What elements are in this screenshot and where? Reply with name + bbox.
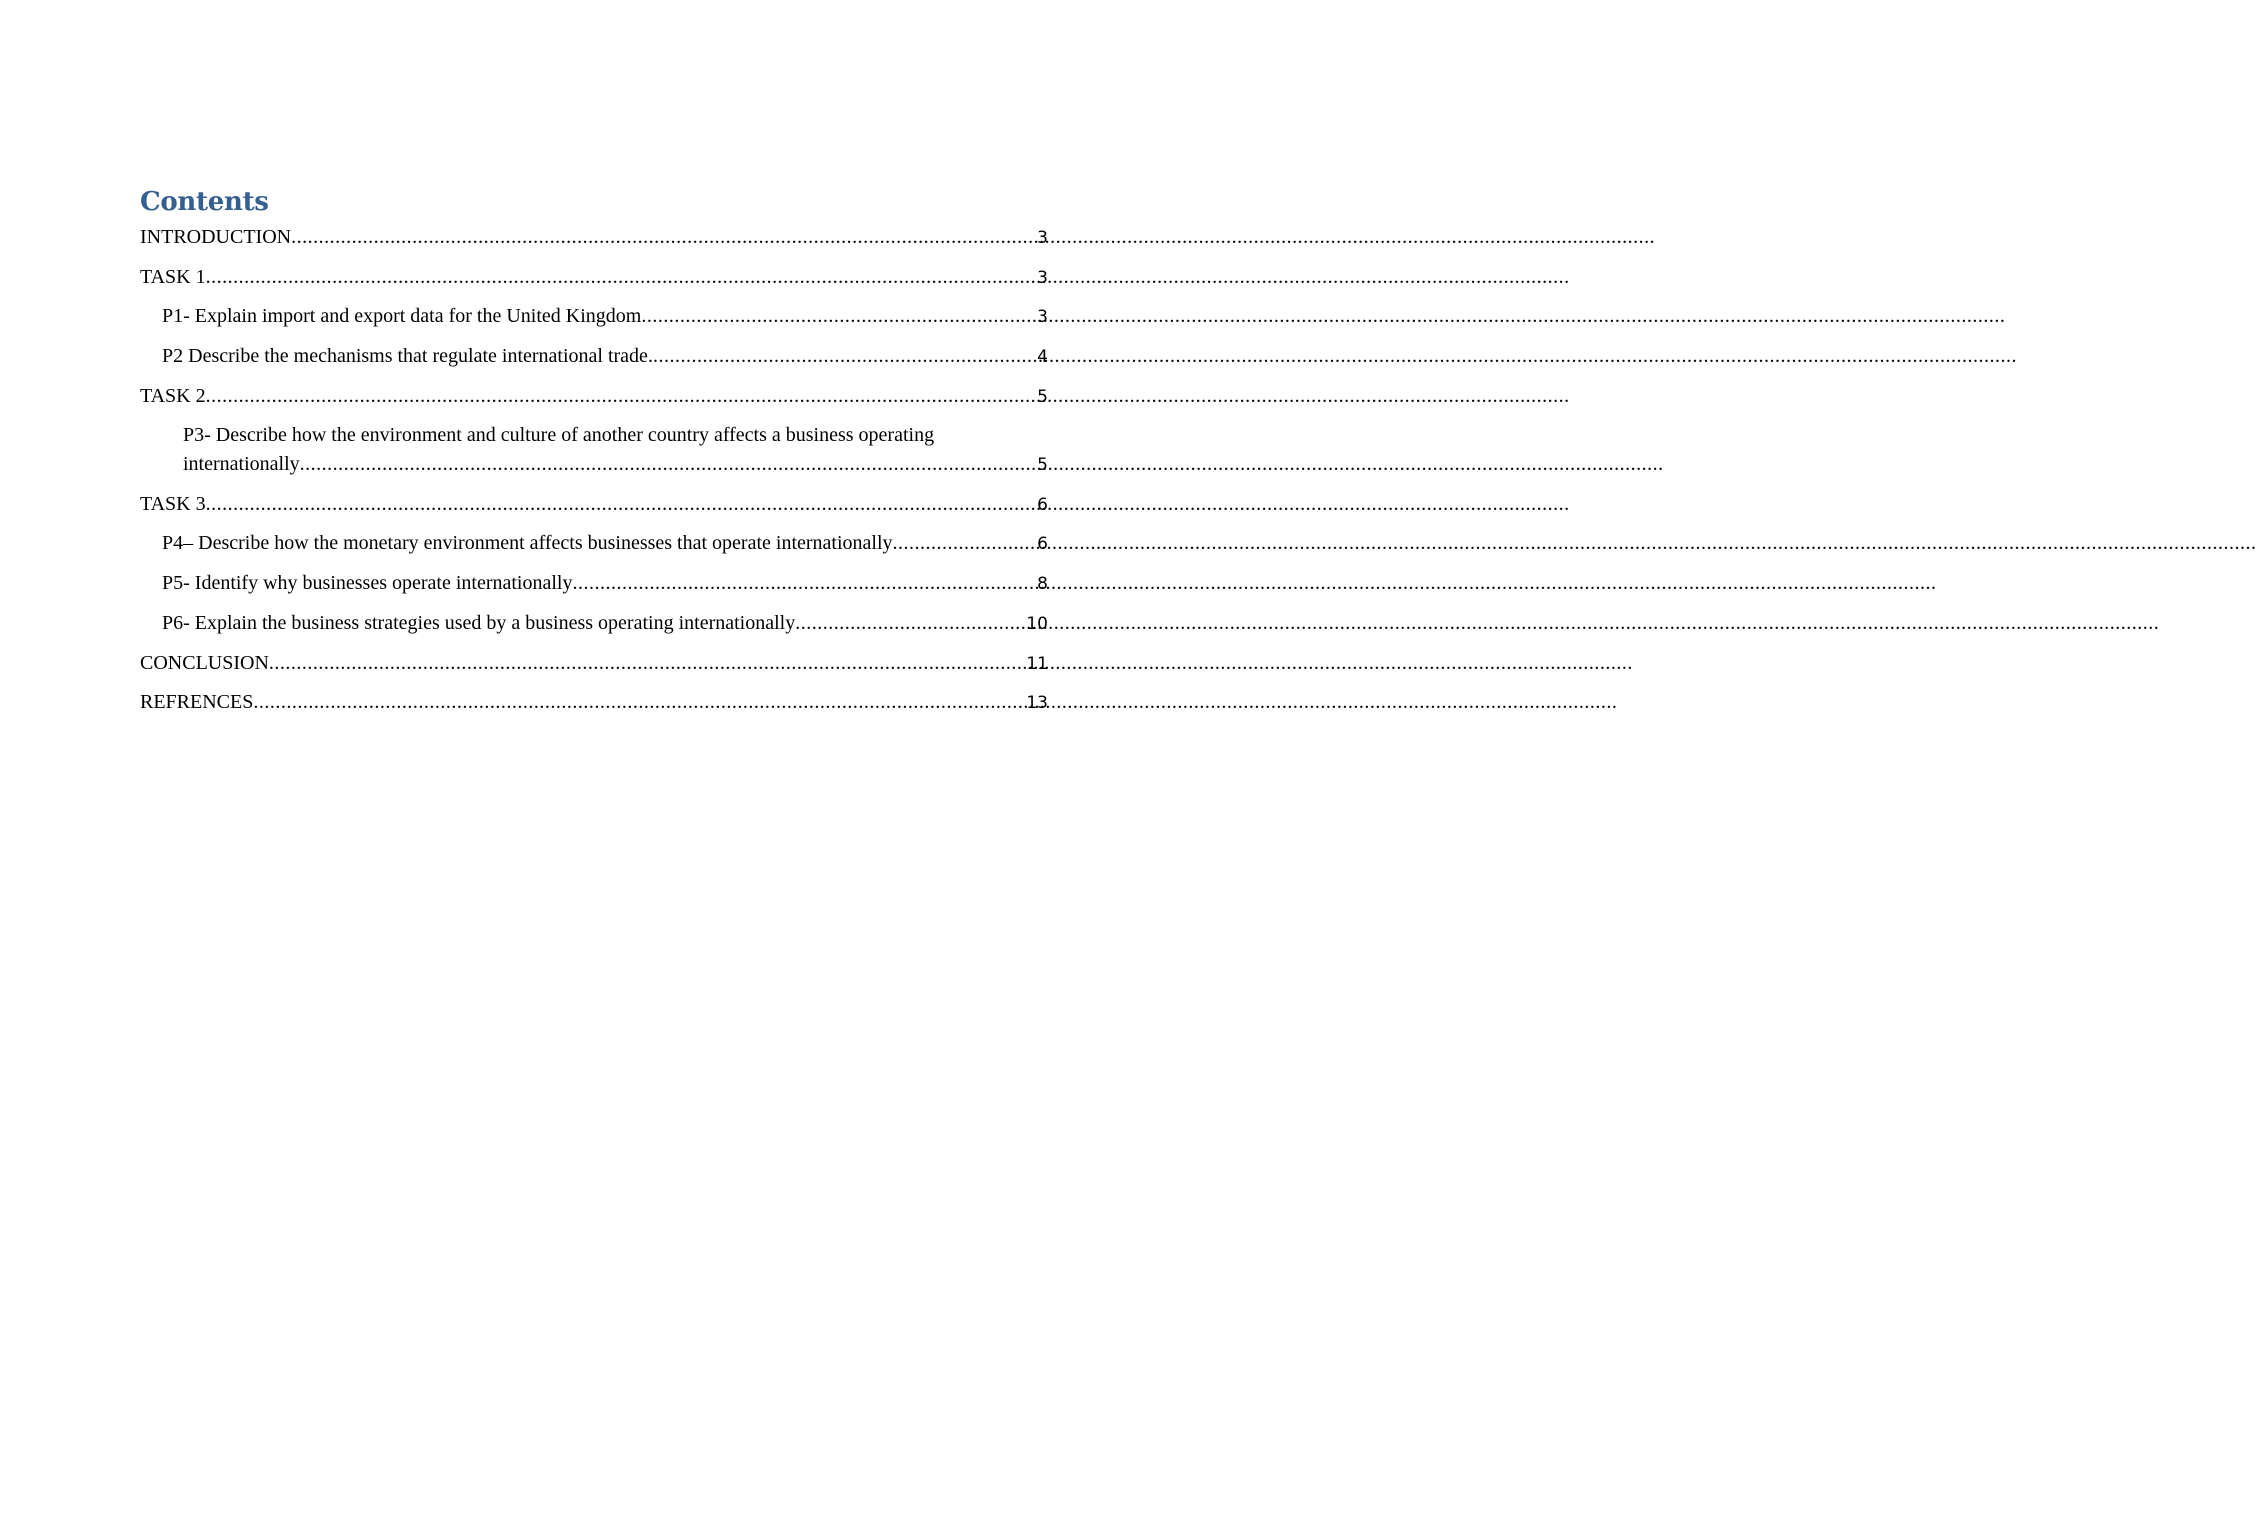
toc-entry-label: REFRENCES	[140, 691, 254, 713]
toc-entry-label: TASK 1	[140, 266, 206, 288]
toc-page-number: 6	[1037, 495, 1048, 515]
dot-leader	[269, 649, 1025, 677]
dot-leader	[653, 342, 1036, 370]
dot-leader	[300, 450, 1037, 478]
toc-entry-conclusion[interactable]	[140, 649, 1048, 677]
toc-entry-task-1[interactable]	[140, 263, 1048, 291]
toc-entry-label: P2 Describe the mechanisms that regulate international trade.	[162, 345, 653, 367]
toc-page-number: 5	[1037, 455, 1048, 475]
toc-page-number: 11	[1026, 654, 1048, 674]
toc-entry-p5[interactable]	[162, 569, 1048, 597]
toc-page-number: 5	[1037, 387, 1048, 407]
toc-entry-references[interactable]	[140, 688, 1048, 716]
toc-entry-task-2[interactable]	[140, 382, 1048, 410]
toc-entry-label: P1- Explain import and export data for the United Kingdom	[162, 305, 642, 327]
toc-page-number: 3	[1037, 228, 1048, 248]
toc-entry-label: P6- Explain the business strategies used by a business operating internationally	[162, 612, 796, 634]
toc-page-number: 3	[1037, 268, 1048, 288]
toc-page-number: 4	[1037, 347, 1048, 367]
contents-heading: Contents	[140, 187, 269, 217]
toc-page-number: 13	[1026, 693, 1048, 713]
toc-entry-p3[interactable]	[183, 450, 1048, 478]
dot-leader	[291, 223, 1036, 251]
dot-leader	[206, 490, 1037, 518]
toc-entry-p4[interactable]	[162, 529, 1048, 557]
dot-leader	[206, 382, 1037, 410]
toc-entry-label: TASK 2	[140, 385, 206, 407]
toc-entry-task-3[interactable]	[140, 490, 1048, 518]
toc-entry-introduction[interactable]	[140, 223, 1048, 251]
dot-leader	[795, 609, 1025, 637]
toc-entry-label: P5- Identify why businesses operate internationally	[162, 572, 573, 594]
toc-entry-label: P4– Describe how the monetary environment affects businesses that operate internationally	[162, 532, 893, 554]
toc-entry-label: CONCLUSION	[140, 652, 269, 674]
toc-entry-label: INTRODUCTION	[140, 226, 292, 248]
toc-entry-p1[interactable]	[162, 302, 1048, 330]
dot-leader	[206, 263, 1037, 291]
toc-page-number: 6	[1037, 534, 1048, 554]
toc-entry-p6[interactable]	[162, 609, 1048, 637]
toc-entry-label: internationally	[183, 453, 300, 475]
dot-leader	[253, 688, 1025, 716]
toc-page-number: 3	[1037, 307, 1048, 327]
toc-entry-label: TASK 3	[140, 493, 206, 515]
dot-leader	[641, 302, 1036, 330]
toc-entry-p2[interactable]	[162, 342, 1048, 370]
toc-entry-p3-line-1[interactable]: P3- Describe how the environment and culture of another country affects a business operating	[183, 424, 935, 446]
dot-leader	[572, 569, 1036, 597]
dot-leader	[893, 529, 1037, 557]
toc-page-number: 8	[1037, 574, 1048, 594]
toc-page-number: 10	[1026, 614, 1048, 634]
